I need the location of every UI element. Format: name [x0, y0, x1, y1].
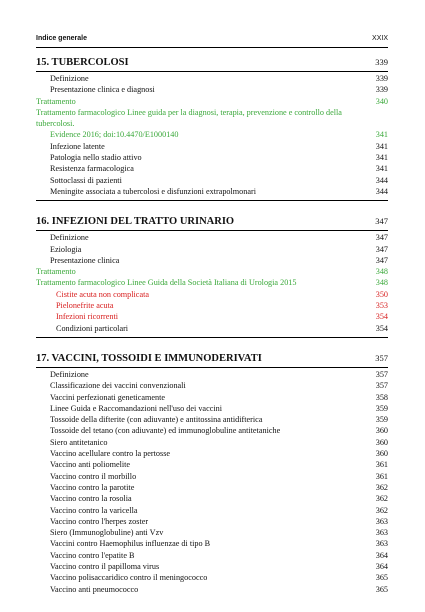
chapter-section: [36, 352, 388, 598]
toc-entry-title: Linee Guida e Raccomandazioni nell'uso dei vaccini: [50, 403, 222, 413]
toc-entry-title: Meningite associata a tubercolosi e disfunzioni extrapolmonari: [50, 186, 256, 196]
toc-entry-title: Vaccino contro la parotite: [50, 482, 135, 492]
chapter-title: 15. TUBERCOLOSI: [36, 57, 129, 68]
toc-entry[interactable]: [36, 129, 388, 140]
toc-entry[interactable]: [36, 403, 388, 414]
toc-entry-title: Patologia nello stadio attivo: [50, 153, 142, 163]
toc-entry[interactable]: [36, 266, 388, 277]
chapter-page-number: 339: [375, 57, 388, 67]
chapter-heading[interactable]: [36, 352, 388, 368]
toc-entry-title: Vaccino contro la rosolia: [50, 494, 132, 504]
toc-entry[interactable]: [36, 392, 388, 403]
toc-entry-page: 364: [375, 561, 388, 571]
toc-entry[interactable]: [36, 73, 388, 84]
toc-entry[interactable]: [36, 323, 388, 334]
toc-entry-page: 347: [375, 255, 388, 265]
toc-entry-title: Vaccino acellulare contro la pertosse: [50, 449, 171, 459]
header-title: Indice generale: [36, 35, 87, 42]
toc-entry-title: Eziologia: [50, 244, 82, 254]
toc-entry[interactable]: [36, 163, 388, 174]
toc-entry[interactable]: [36, 277, 388, 288]
toc-entry-page: 344: [375, 186, 388, 196]
toc-entry-page: 348: [375, 267, 388, 277]
toc-entry-title: Vaccino contro la varicella: [50, 505, 138, 515]
toc-entry-page: 361: [375, 471, 388, 481]
toc-entry-title: Cistite acuta non complicata: [56, 289, 149, 299]
toc-entry-page: 348: [375, 278, 388, 288]
toc-entry-page: 347: [375, 233, 388, 243]
header-page-number: XXIX: [372, 35, 388, 42]
toc-entry[interactable]: [36, 414, 388, 425]
toc-entry-title: Trattamento farmacologico Linee Guida della Società Italiana di Urologia 2015: [36, 278, 297, 288]
toc-entry[interactable]: [36, 584, 388, 595]
toc-entry-title: Siero (Immunoglobuline) anti Vzv: [50, 528, 164, 538]
toc-entry-page: 340: [375, 96, 388, 106]
toc-entry[interactable]: [36, 538, 388, 549]
toc-entry-page: 339: [375, 85, 388, 95]
toc-entry-title: Presentazione clinica e diagnosi: [50, 85, 155, 95]
toc-entry-page: 357: [375, 381, 388, 391]
toc-entry-title: Trattamento: [36, 267, 76, 277]
toc-entry-page: 362: [375, 482, 388, 492]
toc-entry[interactable]: [36, 380, 388, 391]
toc-entry-title: Vaccino contro il papilloma virus: [50, 561, 160, 571]
toc-entry-page: 364: [375, 550, 388, 560]
toc-entry-page: 362: [375, 494, 388, 504]
chapter-title: 16. INFEZIONI DEL TRATTO URINARIO: [36, 216, 235, 228]
toc-entry[interactable]: [36, 152, 388, 163]
toc-entry[interactable]: [36, 175, 388, 186]
toc-entry-page: 350: [375, 289, 388, 299]
toc-entry-page: 360: [375, 437, 388, 447]
toc-entry[interactable]: [36, 369, 388, 380]
toc-entry[interactable]: [36, 244, 388, 255]
toc-entry-title: Resistenza farmacologica: [50, 164, 134, 174]
chapter-page-number: 347: [375, 216, 388, 227]
toc-entry[interactable]: [36, 459, 388, 470]
toc-entry-page: 341: [375, 153, 388, 163]
toc-entry-title: Infezione latente: [50, 141, 105, 151]
toc-entry[interactable]: [36, 232, 388, 243]
toc-entry-page: 354: [375, 312, 388, 322]
toc-entry[interactable]: [36, 505, 388, 516]
toc-entry[interactable]: [36, 482, 388, 493]
toc-entry-title: Vaccino contro l'herpes zoster: [50, 516, 149, 526]
toc-entry-title: Vaccino contro l'epatite B: [50, 550, 135, 560]
toc-entry-page: 341: [375, 130, 388, 140]
toc-entry-title: Vaccino anti poliomelite: [50, 460, 131, 470]
toc-entry[interactable]: [36, 311, 388, 322]
toc-entry[interactable]: [36, 527, 388, 538]
toc-entry-title: Definizione: [50, 233, 89, 243]
chapter-heading[interactable]: [36, 215, 388, 231]
toc-entry[interactable]: [36, 289, 388, 300]
toc-entry-page: 357: [375, 369, 388, 379]
toc-entry-title: Vaccino polisaccaridico contro il meningococco: [50, 573, 208, 583]
toc-entry[interactable]: [36, 84, 388, 95]
toc-entry[interactable]: [36, 437, 388, 448]
toc-entry-page: 365: [375, 573, 388, 583]
toc-entry-title: Trattamento: [36, 96, 76, 106]
toc-entry-title: Infezioni ricorrenti: [56, 312, 119, 322]
toc-entry-page: 358: [375, 392, 388, 402]
toc-entry-page: 344: [375, 175, 388, 185]
toc-entry-page: 363: [375, 516, 388, 526]
toc-entry-page: 360: [375, 449, 388, 459]
page-header: [36, 33, 388, 48]
toc-entry[interactable]: [36, 107, 388, 130]
toc-entry-title: Condizioni particolari: [56, 323, 129, 333]
toc-entry-title: Tossoide della difterite (con adiuvante) e antitossina antidifterica: [50, 415, 263, 425]
toc-entry-title: Evidence 2016; doi:10.4470/E1000140: [50, 130, 179, 140]
toc-entry-title: Pielonefrite acuta: [56, 301, 114, 311]
toc-entry[interactable]: [36, 572, 388, 583]
toc-entry-title: Vaccino contro il morbillo: [50, 471, 137, 481]
toc-entry-title: Siero antitetanico: [50, 437, 108, 447]
toc-entry-page: 339: [375, 74, 388, 83]
toc-entry-title: Tossoide del tetano (con adiuvante) ed immunoglobuline antitetaniche: [50, 426, 281, 436]
toc-entry-title: Definizione: [50, 369, 89, 379]
toc-entry[interactable]: [36, 493, 388, 504]
toc-entry[interactable]: [36, 561, 388, 572]
chapter-section: [36, 215, 388, 338]
toc-entry-title: Sottoclassi di pazienti: [50, 175, 122, 185]
toc-entry[interactable]: [36, 448, 388, 459]
toc-entry-page: 361: [375, 460, 388, 470]
chapter-heading[interactable]: [36, 56, 388, 72]
toc-entry[interactable]: [36, 550, 388, 561]
toc-entry-page: 359: [375, 415, 388, 425]
toc-entry-title: Classificazione dei vaccini convenzionali: [50, 381, 186, 391]
toc-entry-page: 353: [375, 301, 388, 311]
toc-entry-page: 363: [375, 539, 388, 549]
toc-entry-title: Vaccino anti pneumococco: [50, 584, 139, 594]
chapter-title: 17. VACCINI, TOSSOIDI E IMMUNODERIVATI: [36, 352, 262, 364]
toc-entry-title: Trattamento farmacologico Linee guida per la diagnosi, terapia, prevenzione e controllo della tubercolosi.: [36, 107, 342, 129]
toc-entry[interactable]: [36, 255, 388, 266]
toc-entry-page: 341: [375, 141, 388, 151]
toc-entry-title: Vaccini perfezionati geneticamente: [50, 392, 166, 402]
toc-entry-page: 354: [375, 323, 388, 333]
toc-entry[interactable]: [36, 300, 388, 311]
toc-entry[interactable]: [36, 141, 388, 152]
toc-entry[interactable]: [36, 186, 388, 197]
toc-entry-page: 360: [375, 426, 388, 436]
chapter-page-number: 357: [375, 352, 388, 363]
toc-entry-title: Vaccini contro Haemophilus influenzae di tipo B: [50, 539, 211, 549]
toc-entry-page: 365: [375, 584, 388, 594]
toc-entry[interactable]: [36, 425, 388, 436]
toc-entry-page: 341: [375, 164, 388, 174]
toc-entry-page: 359: [375, 403, 388, 413]
chapter-section: [36, 56, 388, 201]
toc-entry-page: 362: [375, 505, 388, 515]
toc-entry-title: Definizione: [50, 74, 89, 83]
toc-entry[interactable]: [36, 516, 388, 527]
toc-entry-title: Presentazione clinica: [50, 255, 120, 265]
toc-entry[interactable]: [36, 471, 388, 482]
table-of-contents: [36, 56, 388, 612]
toc-entry-page: 363: [375, 528, 388, 538]
toc-entry[interactable]: [36, 96, 388, 107]
toc-entry-page: 347: [375, 244, 388, 254]
